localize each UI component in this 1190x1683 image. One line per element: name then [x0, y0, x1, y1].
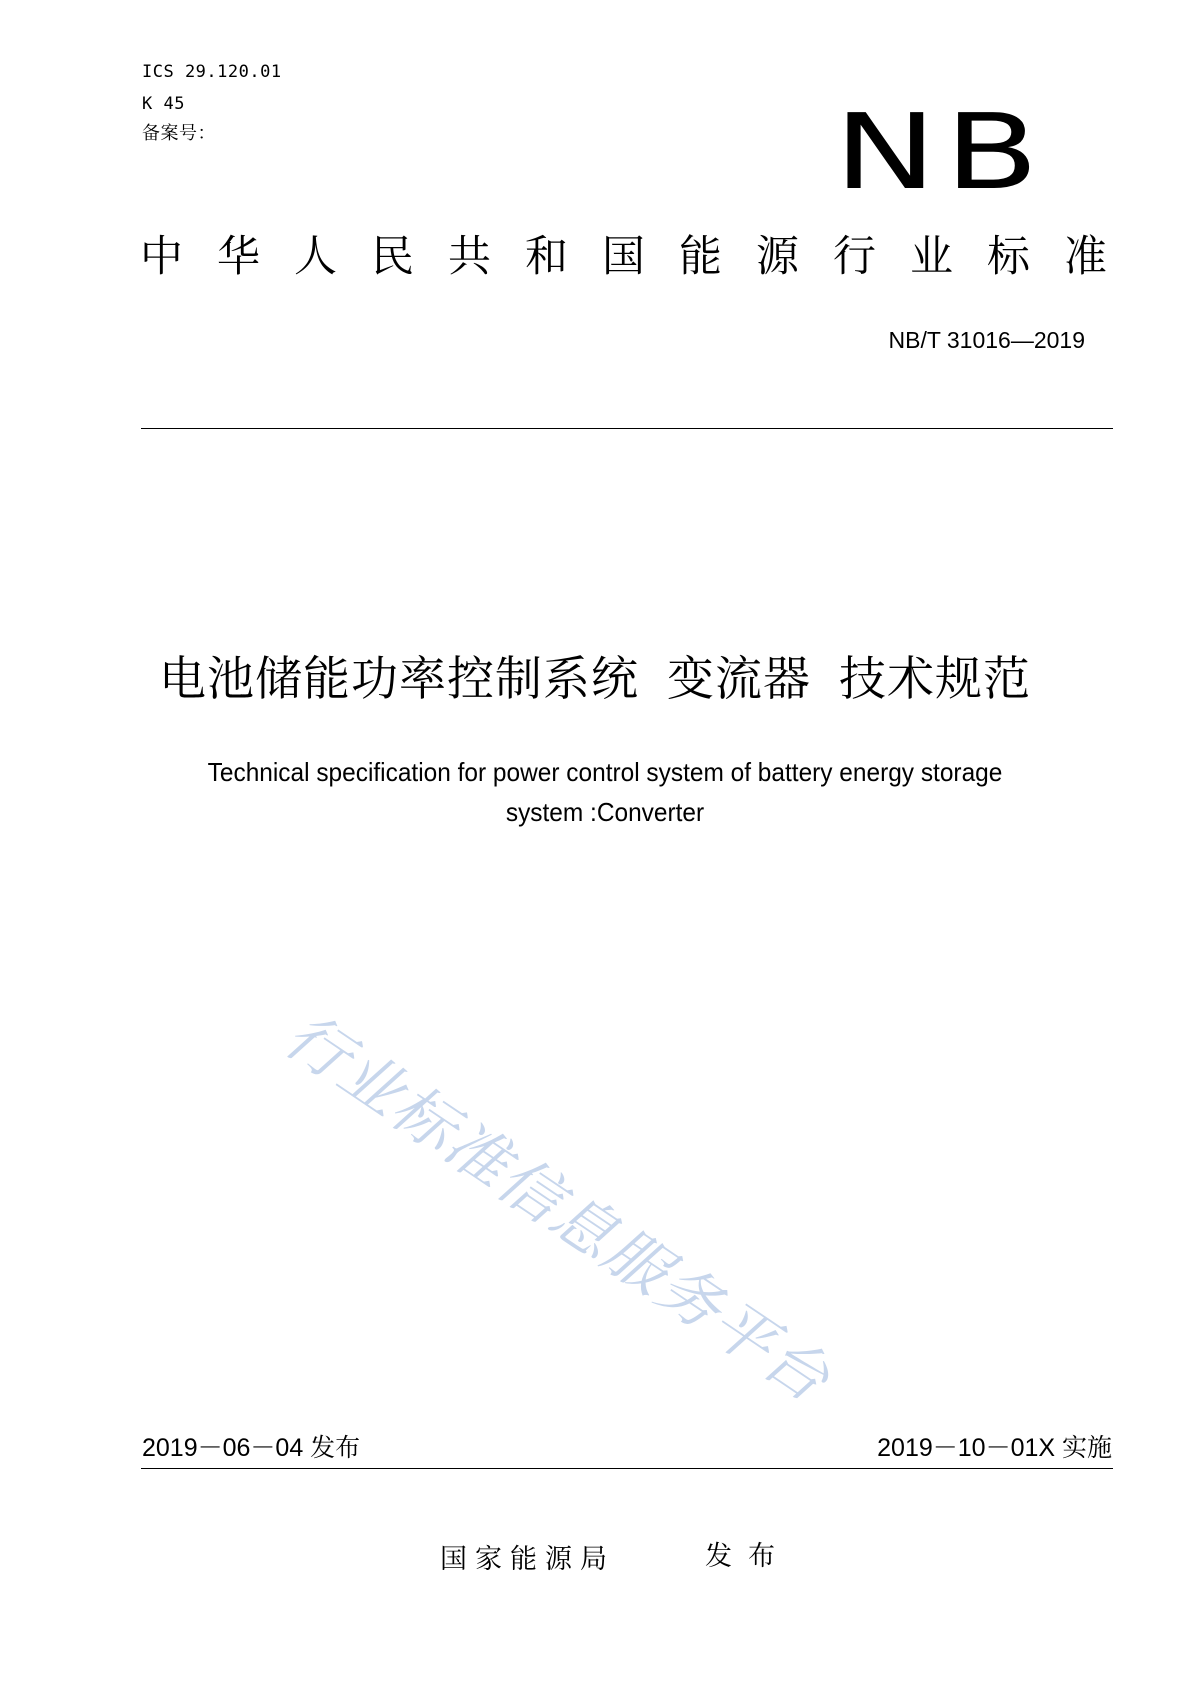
top-divider: [141, 428, 1113, 429]
nb-logo: NB: [834, 91, 1047, 213]
issue-date: 2019－06－04 发布: [142, 1434, 361, 1462]
standard-number: NB/T 31016—2019: [888, 327, 1085, 353]
classification-code: K 45: [142, 94, 185, 114]
organization-title: 中华人民共和国能源行业标准: [140, 232, 1141, 282]
document-title-en-line1: Technical specification for power control system of battery energy storage: [207, 757, 1003, 787]
ics-code: ICS 29.120.01: [142, 62, 282, 82]
title-part-main: 电池储能功率控制系统: [159, 652, 639, 707]
issuing-authority: 国家能源局: [440, 1544, 615, 1575]
title-part-converter: 变流器: [667, 652, 811, 707]
title-part-spec: 技术规范: [839, 652, 1031, 707]
effective-date: 2019－10－01X 实施: [877, 1434, 1112, 1462]
document-title-en-line2: system :Converter: [505, 797, 705, 827]
document-title-zh: [0, 650, 1190, 710]
issue-verb: 发布: [705, 1541, 791, 1572]
record-number-label: 备案号：: [142, 123, 216, 144]
watermark: 行业标准信息服务平台: [272, 998, 844, 1417]
bottom-divider: [141, 1468, 1113, 1469]
